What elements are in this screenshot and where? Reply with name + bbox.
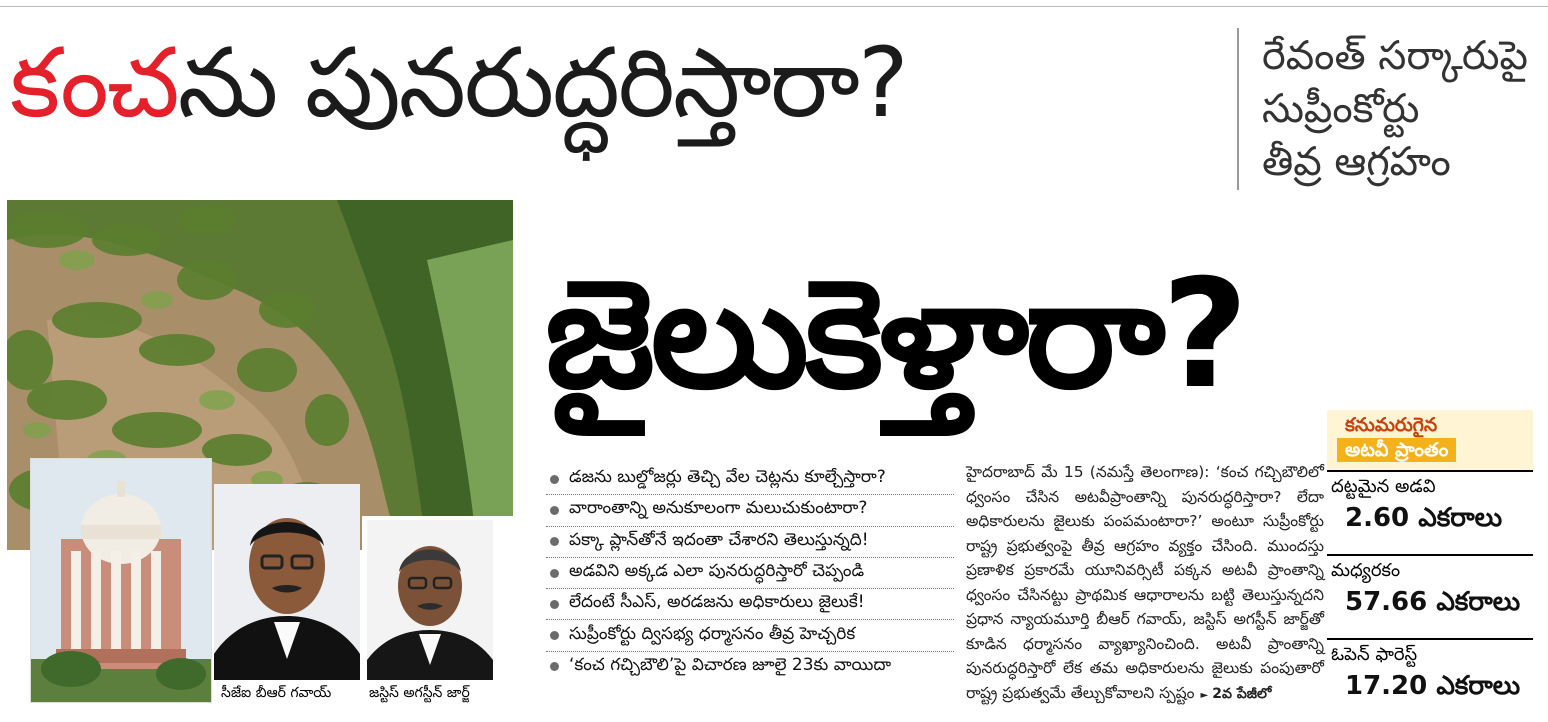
stat-value: 57.66 ఎకరాలు <box>1345 587 1521 617</box>
headline-red-word: కంచ <box>10 27 178 139</box>
stat-row <box>1327 554 1533 638</box>
article-text: హైదరాబాద్ మే 15 (నమస్తే తెలంగాణ): ‘కంచ గచ్చిబౌలిలో ధ్వంసం చేసిన అటవీప్రాంతాన్ని పునరుద్ధరిస్తారా? లేదా అధికారులను జైలుకు పంపమంటారా?’ అంటూ సుప్రీంకోర్టు రాష్ట్ర ప్రభుత్వంపై తీవ్ర ఆగ్రహం వ్యక్తం చేసింది. ముందస్తు ప్రణాళిక ప్రకారమే యూనివర్సిటీ పక్కన అటవీ ప్రాంతాన్ని ధ్వంసం చేసినట్టు ప్రాథమిక ఆధారాలను బట్టి తెలుస్తున్నదని ప్రధాన న్యాయమూర్తి బీఆర్ గవాయ్, జస్టిస్ అగస్టీన్ జార్జ్‌తో కూడిన ధర్మాసనం వ్యాఖ్యానించింది. అటవీ ప్రాంతాన్ని పునరుద్ధరిస్తారో లేక తమ అధికారులను జైలుకు పంపుతారో రాష్ట్ర ప్రభుత్వమే తేల్చుకోవాలని స్పష్టం► 2వ పేజీలో <box>966 460 1324 708</box>
stat-label: ఓపెన్ ఫారెస్ట్ <box>1331 644 1418 665</box>
supreme-court-photo <box>30 458 212 703</box>
stat-label: దట్టమైన అడవి <box>1331 476 1436 497</box>
list-item: వారాంతాన్ని అనుకూలంగా మలుచుకుంటారా? <box>546 495 954 526</box>
list-item: అడవిని అక్కడ ఎలా పునరుద్ధరిస్తారో చెప్పండి <box>546 558 954 589</box>
bullet-dot-icon <box>550 569 559 578</box>
bullet-dot-icon <box>550 475 559 484</box>
article-body <box>966 460 1324 708</box>
stat-label: మధ్యరకం <box>1331 560 1401 581</box>
continued-link[interactable]: ► 2వ పేజీలో <box>1201 682 1272 709</box>
stat-value: 17.20 ఎకరాలు <box>1345 671 1521 701</box>
cji-caption: సీజేఐ బీఆర్ గవాయ్ <box>221 685 332 701</box>
bullet-list <box>546 464 954 682</box>
main-headline: జైలుకెళ్తారా? <box>545 248 1245 422</box>
list-item: సుప్రీంకోర్టు ద్విసభ్య ధర్మాసనం తీవ్ర హెచ్చరిక <box>546 620 954 651</box>
bullet-dot-icon <box>550 537 559 546</box>
justice-caption: జస్టిస్ అగస్టీన్ జార్జ్ <box>369 685 470 701</box>
side-headline-line: రేవంత్ సర్కారుపై <box>1262 33 1528 79</box>
side-headline <box>1262 30 1542 189</box>
stat-row <box>1327 638 1533 722</box>
box-header <box>1327 410 1533 470</box>
justice-portrait <box>367 520 493 680</box>
bullet-dot-icon <box>550 600 559 609</box>
headline-kicker <box>10 18 907 148</box>
forest-loss-box <box>1327 410 1533 722</box>
list-item: పక్కా ప్లాన్‌తోనే ఇదంతా చేశారని తెలుస్తున్నది! <box>546 527 954 558</box>
bullet-dot-icon <box>550 631 559 640</box>
stat-value: 2.60 ఎకరాలు <box>1345 503 1503 533</box>
list-item: ‘కంచ గచ్చిబౌలి’పై విచారణ జూలై 23కు వాయిదా <box>546 652 954 682</box>
bullet-dot-icon <box>550 506 559 515</box>
side-headline-line: సుప్రీంకోర్టు <box>1262 86 1420 132</box>
bullet-dot-icon <box>550 662 559 671</box>
headline-rest: ను పునరుద్ధరిస్తారా? <box>177 27 907 139</box>
cji-portrait <box>214 484 360 680</box>
list-item: డజను బుల్డోజర్లు తెచ్చి వేల చెట్లను కూల్చేస్తారా? <box>546 464 954 495</box>
stat-row <box>1327 470 1533 554</box>
top-rule <box>0 6 1548 7</box>
headline-divider <box>1237 28 1239 190</box>
side-headline-line: తీవ్ర ఆగ్రహం <box>1262 139 1451 185</box>
list-item: లేదంటే సీఎస్, అరడజను అధికారులు జైలుకే! <box>546 589 954 620</box>
box-title-line1: కనుమరుగైన <box>1345 414 1438 436</box>
box-title-line2: అటవీ ప్రాంతం <box>1337 438 1456 462</box>
